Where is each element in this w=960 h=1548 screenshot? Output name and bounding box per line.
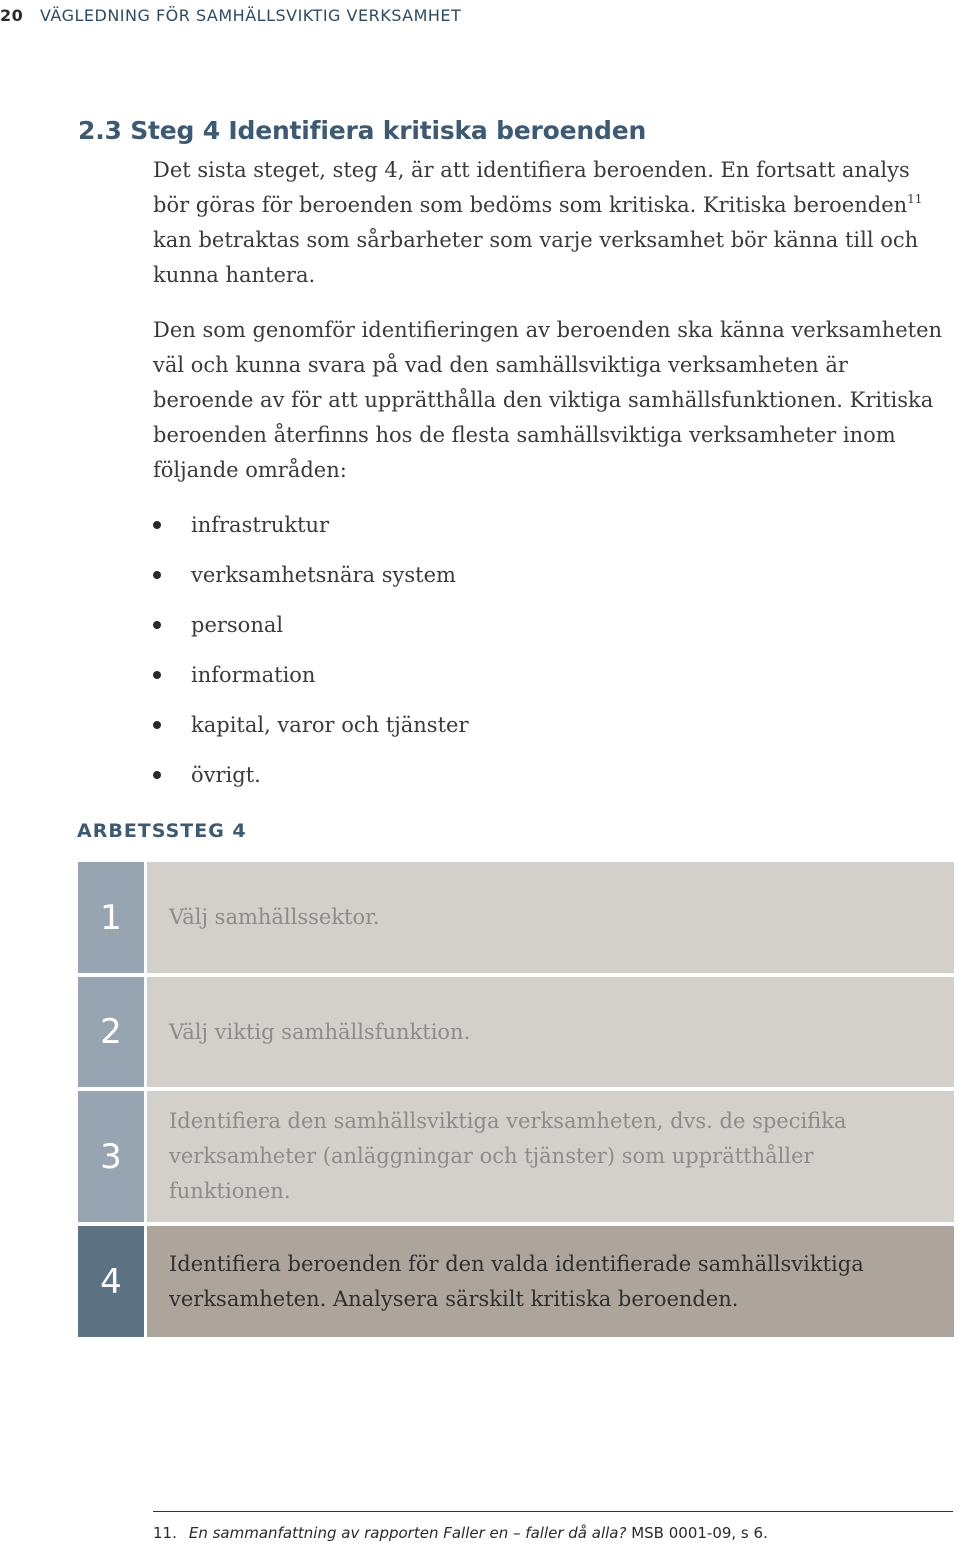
paragraph-intro-text-a: Det sista steget, steg 4, är att identifiera beroenden. En fortsatt analys bör göras för beroenden som bedöms som kritiska. Kritiska beroenden xyxy=(153,158,910,217)
bullet-icon xyxy=(153,671,161,679)
paragraph-dependencies: Den som genomför identifieringen av beroenden ska känna verksamheten väl och kunna svara på vad den samhällsviktiga verksamheten är beroende av för att upprätthålla den viktiga samhällsfunktionen. Kritiska beroenden återfinns hos de flesta samhällsviktiga verksamheter inom följande områden: xyxy=(153,318,943,482)
step-text: Identifiera den samhällsviktiga verksamheten, dvs. de specifika verksamheter (anläggningar och tjänster) som upprätthåller funktionen. xyxy=(147,1091,954,1222)
list-item xyxy=(153,750,469,800)
page-number: 20 xyxy=(0,5,24,25)
paragraph-intro-text-b: kan betraktas som sårbarheter som varje verksamhet bör känna till och kunna hantera. xyxy=(153,228,919,287)
step-row-1 xyxy=(78,862,954,973)
list-item-label: personal xyxy=(191,613,284,637)
list-item-label: information xyxy=(191,663,316,687)
list-item xyxy=(153,600,469,650)
list-item xyxy=(153,650,469,700)
paragraph-intro xyxy=(153,153,943,293)
bullet-icon xyxy=(153,521,161,529)
footnote-divider xyxy=(153,1511,953,1512)
step-text: Välj viktig samhällsfunktion. xyxy=(147,977,954,1087)
list-item xyxy=(153,550,469,600)
steps-heading: ARBETSSTEG 4 xyxy=(77,820,247,842)
page-header xyxy=(0,0,960,30)
bullet-icon xyxy=(153,721,161,729)
bullet-icon xyxy=(153,571,161,579)
step-number: 2 xyxy=(78,977,144,1087)
section-title: 2.3 Steg 4 Identifiera kritiska beroenden xyxy=(78,116,647,145)
step-row-2 xyxy=(78,977,954,1087)
list-item-label: infrastruktur xyxy=(191,513,330,537)
bullet-icon xyxy=(153,771,161,779)
bullet-icon xyxy=(153,621,161,629)
step-text: Identifiera beroenden för den valda identifierade samhällsviktiga verksamheten. Analysera särskilt kritiska beroenden. xyxy=(147,1226,954,1337)
footnote-number: 11. xyxy=(153,1524,177,1542)
list-item-label: övrigt. xyxy=(191,763,261,787)
step-number: 4 xyxy=(78,1226,144,1337)
step-text: Välj samhällssektor. xyxy=(147,862,954,973)
step-row-4-active xyxy=(78,1226,954,1337)
footnote-title: En sammanfattning av rapporten Faller en – faller då alla? xyxy=(188,1524,627,1542)
list-item-label: verksamhetsnära system xyxy=(191,563,456,587)
list-item xyxy=(153,500,469,550)
list-item-label: kapital, varor och tjänster xyxy=(191,713,469,737)
work-steps-table xyxy=(78,862,954,1341)
footnote-source: MSB 0001-09, s 6. xyxy=(626,1524,768,1542)
step-row-3 xyxy=(78,1091,954,1222)
dependency-areas-list xyxy=(153,500,469,800)
step-number: 1 xyxy=(78,862,144,973)
footnote xyxy=(153,1524,768,1542)
footnote-ref[interactable]: 11 xyxy=(907,192,923,206)
list-item xyxy=(153,700,469,750)
running-title: VÄGLEDNING FÖR SAMHÄLLSVIKTIG VERKSAMHET xyxy=(40,5,462,25)
step-number: 3 xyxy=(78,1091,144,1222)
